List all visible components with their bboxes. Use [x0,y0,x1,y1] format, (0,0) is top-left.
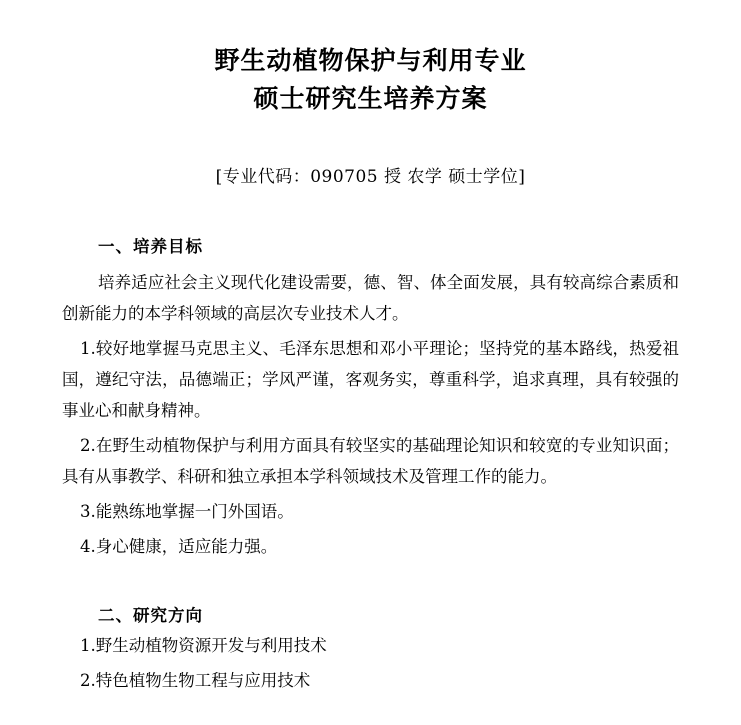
document-title-line-1: 野生动植物保护与利用专业 [214,46,527,75]
section-heading-training-objectives: 一、培养目标 [98,237,203,256]
training-objectives-item-1: 1.较好地掌握马克思主义、毛泽东思想和邓小平理论；坚持党的基本路线，热爱祖国，遵纪守法，品德端正；学风严谨，客观务实，尊重科学，追求真理，具有较强的事业心和献身精神。 [62,339,679,420]
training-objectives-item-2: 2.在野生动植物保护与利用方面具有较坚实的基础理论知识和较宽的专业知识面；具有从事教学、科研和独立承担本学科领域技术及管理工作的能力。 [62,436,679,486]
document-subtitle: [专业代码：090705 授 农学 硕士学位] [215,167,526,187]
training-objectives-lead-paragraph: 培养适应社会主义现代化建设需要，德、智、体全面发展，具有较高综合素质和创新能力的本学科领域的高层次专业技术人才。 [62,273,679,323]
section-heading-research-directions: 二、研究方向 [98,606,203,625]
research-directions-item-2: 2.特色植物生物工程与应用技术 [80,671,311,690]
training-objectives-item-3: 3.能熟练地掌握一门外国语。 [80,502,294,521]
training-objectives-item-4: 4.身心健康，适应能力强。 [80,537,278,556]
document-title-line-2: 硕士研究生培养方案 [253,84,488,113]
research-directions-item-1: 1.野生动植物资源开发与利用技术 [80,636,327,655]
document-title [62,42,679,118]
